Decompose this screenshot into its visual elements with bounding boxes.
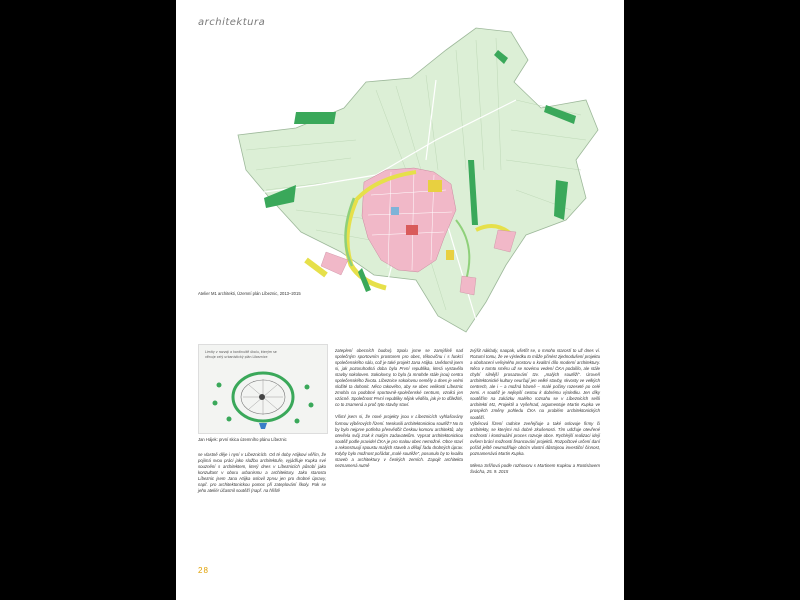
text-column-3 xyxy=(470,348,600,475)
text-column-1 xyxy=(198,452,326,494)
sketch-image xyxy=(198,344,328,434)
sketch-handwritten-heading: Limity v rozvoji a kontinuitě úkolu, kterým se xyxy=(205,350,277,354)
col3-paragraph-2: Výběrová řízení radnice zveřejňuje a také oslovuje firmy či architekty, se kterými má dobré zkušenosti. Tím udržuje otevřené možnosti i kontinuální proces rozvoje obce. Rychlejší realizaci idejí ovšem brání možnosti financování projektů. Rozpočtové určení daní pořád ještě neumožňuje obcím vlastní důstojnou investiční činnost, poznamenává Martin Kupka. xyxy=(470,420,600,456)
magazine-page xyxy=(176,0,624,600)
page-number: 28 xyxy=(198,566,209,575)
text-column-2 xyxy=(335,348,463,469)
col2-paragraph-2: Všiml jsem si, že nové projekty jsou v Líbeznicích vyhlašovány formou výběrových řízení. Neskusili architektonickou soutěž? No to by bylo nejprve potřeba přesvědčit Českou komoru architektů, aby otevřela svůj zrak k malým zadavatelům. Vypsat architektonickou soutěž podle pravidel ČKA je pro malou obec nemožné. Obce staví a rekonstruují spoustu malých staveb a dělají řadu drobných úprav. Kdyby bylo možnost pořádat „malé soutěže“, posunulo by to kvalitu staveb a architektury v českých zemích. Zapojit architekta neznamená nutně xyxy=(335,414,463,468)
col2-paragraph-1: zateplení obecních budov). Spolu jsme se zamýšleli nad společným sportovním prostorem pro obec, tělocvičnu i s funkcí společenského sálu, což je také projekt Jana Hájka. Uvědomil jsem si, jak pozoruhodná doba byla První republika, která vystavěla stavby sokoloven. Sokolovny, to byla (a mnohde stále jsou) centra společenského života. Líbeznice sokolovnu neměly a dnes je velmi složité ta dohonit. Něco takového, aby se obec velikosti Líbeznic zmohla na podobné sportovně-společenské centrum, vzniká jen vzácně. Společnost První republiky nějak věděla, jak je to důležité, co to znamená a proč tyto stavby staví. xyxy=(335,348,464,408)
map-caption: Atelier M1 architekti, Územní plán Líbeznic, 2013–2015 xyxy=(198,291,301,296)
section-label: architektura xyxy=(198,17,266,28)
svg-text:věnuje celý urbanistický plán: věnuje celý urbanistický plán Líbeznice xyxy=(205,355,268,359)
col3-signature: Milena Sršňová podle rozhovoru s Martinem Kupkou a Rostislavem Švácha, 25. 9. 2015 xyxy=(470,462,600,474)
col3-paragraph-1: zvýšit náklady, naopak, ušetřit se, o mnoho starostí to už dnes ví. Rozumí tomu, že ve výsledku to může přinést zjednodušení projektu a obohacení veřejného prostoru o kvalitní dílo moderní architektury. Něco v tomto směru už se novému vedení ČKA podařilo, ale stále chybí silnější prosazování tzv. „malých soutěží“. Úroveň architektonické kultury neurčují jen velké stavby, skvosty ve velkých centrech, ale i – a možná hlavně – malé počiny rozeseté po celé zemi. A soutěž je nejlepší cestou k dobrému výsledku. Jen díky soutěžím na zakázku malého rozsahu se v Líbeznicích sešli architekti M1, Projektil a Vyšehrad, argumentuje Martin Kupka ve prospěch změny pohledu ČKA na problém architektonických soutěží. xyxy=(470,348,600,420)
col1-paragraph: se vlastně děje i nyní v Líbeznicích. Od té doby Hájkovi věřím, že pojímá svou práci jako službu architektuře, vyjádřuje Kupka své souznění s architektem, který dnes v Líbeznicích působí jako konzultant v oboru urbanismu a architektury. Jako starosta Líbeznic jsem Jana Hájka oslovil zprvu jen pro drobné úpravy, např. pro architektonickou pomoc při zateplování školy. Pak se jeho ateliér účastnil soutěží (např. na hřiště xyxy=(198,452,326,494)
sketch-caption: Jan Hájek: první skica územního plánu Líbeznic xyxy=(198,437,287,442)
